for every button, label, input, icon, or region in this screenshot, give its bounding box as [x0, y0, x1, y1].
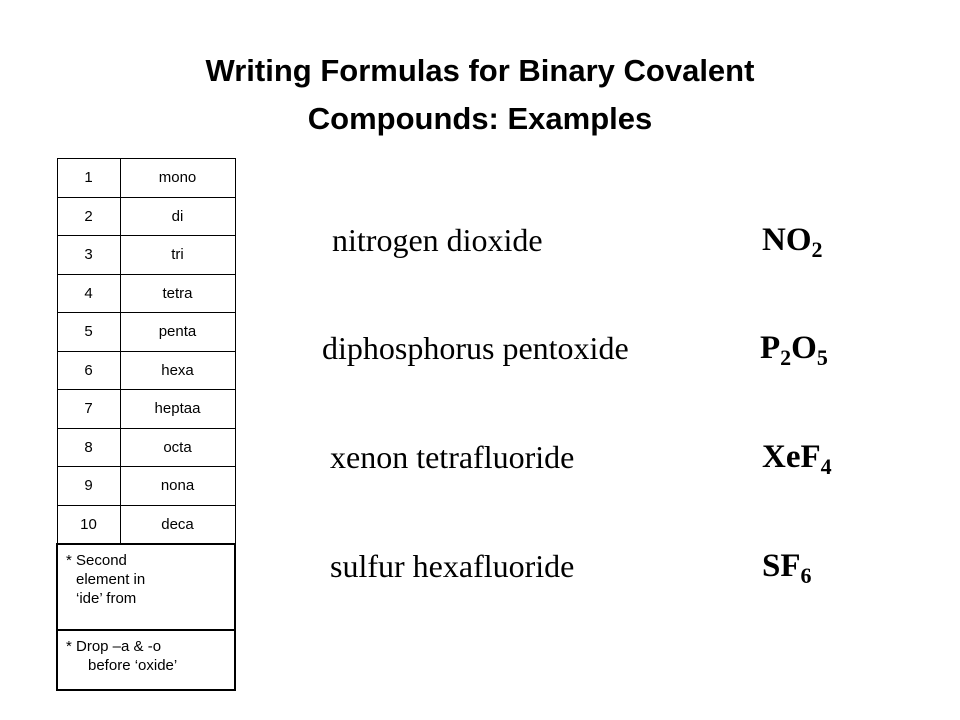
prefix-name: penta	[120, 313, 235, 352]
prefix-number: 4	[57, 274, 120, 313]
note-line: ‘ide’ from	[76, 589, 137, 607]
slide-title-line-1: Writing Formulas for Binary Covalent	[205, 53, 755, 88]
prefix-name: deca	[120, 505, 235, 544]
prefix-row	[57, 428, 235, 467]
note-line: * Second	[66, 551, 127, 569]
prefix-number: 7	[57, 390, 120, 429]
compound-name: nitrogen dioxide	[332, 222, 543, 258]
prefix-name: tri	[120, 236, 235, 275]
prefix-row	[57, 197, 235, 236]
slide-title-line-2: Compounds: Examples	[307, 101, 653, 136]
compound-name: xenon tetrafluoride	[330, 439, 575, 475]
prefix-row	[57, 467, 235, 506]
prefix-row	[57, 313, 235, 352]
prefix-row	[57, 351, 235, 390]
prefix-name: mono	[120, 159, 235, 198]
note-row	[57, 630, 235, 690]
prefix-name: tetra	[120, 274, 235, 313]
naming-note	[57, 544, 235, 630]
prefix-name: nona	[120, 467, 235, 506]
prefix-number: 1	[57, 159, 120, 198]
oxide-note	[57, 630, 235, 690]
prefix-number: 6	[57, 351, 120, 390]
prefix-name: hexa	[120, 351, 235, 390]
prefix-table	[56, 158, 236, 691]
prefix-row	[57, 236, 235, 275]
prefix-row	[57, 505, 235, 544]
compound-formula: $SF_6$	[762, 548, 812, 588]
prefix-number: 3	[57, 236, 120, 275]
prefix-row	[57, 159, 235, 198]
prefix-number: 5	[57, 313, 120, 352]
prefix-row	[57, 390, 235, 429]
compound-formula: XeF$_4$	[762, 439, 832, 479]
note-row	[57, 544, 235, 630]
prefix-name: di	[120, 197, 235, 236]
prefix-number: 8	[57, 428, 120, 467]
compound-formula: $P_2O_5$	[760, 330, 828, 370]
prefix-number: 10	[57, 505, 120, 544]
prefix-name: octa	[120, 428, 235, 467]
compound-formula: $NO_2$	[762, 222, 823, 262]
prefix-number: 2	[57, 197, 120, 236]
note-line: * Drop –a & -o	[66, 637, 162, 655]
prefix-number: 9	[57, 467, 120, 506]
note-line: element in	[76, 570, 146, 588]
note-line: before ‘oxide’	[88, 656, 178, 674]
prefix-row	[57, 274, 235, 313]
compound-name: diphosphorus pentoxide	[322, 330, 629, 366]
compound-name: sulfur hexafluoride	[330, 548, 575, 584]
prefix-name: heptaa	[120, 390, 235, 429]
